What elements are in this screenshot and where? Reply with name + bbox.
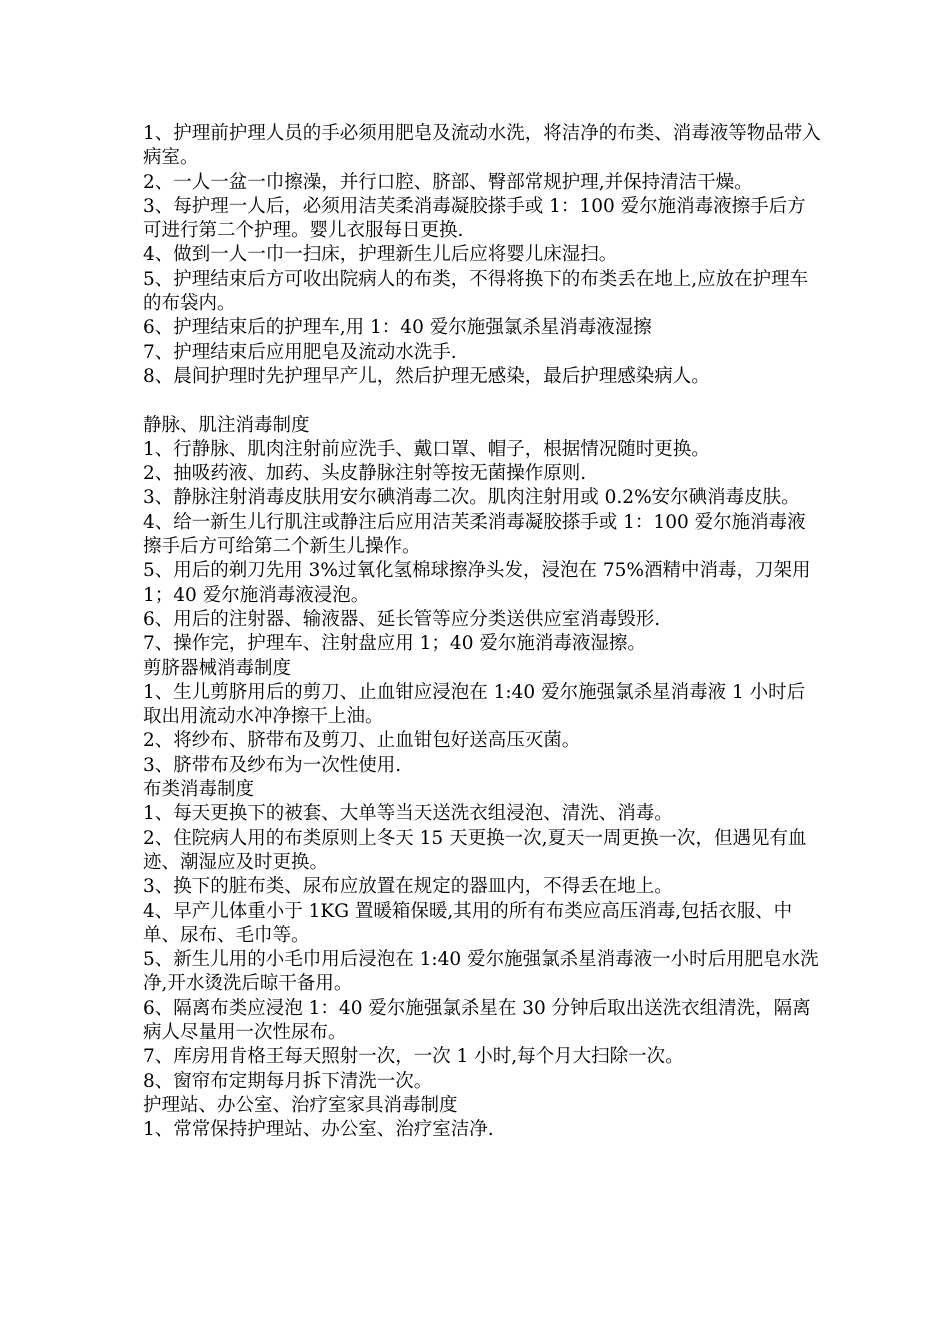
list-item: 4、给一新生儿行肌注或静注后应用洁芙柔消毒凝胶搽手或 1：100 爱尔施消毒液擦手后方可给第二个新生儿操作。 bbox=[143, 511, 806, 558]
list-item: 6、护理结束后的护理车,用 1：40 爱尔施强氯杀星消毒液湿擦 bbox=[143, 317, 652, 339]
list-item: 1、行静脉、肌肉注射前应洗手、戴口罩、帽子，根据情况随时更换。 bbox=[143, 438, 710, 460]
list-item: 2、将纱布、脐带布及剪刀、止血钳包好送高压灭菌。 bbox=[143, 730, 581, 752]
section-heading: 静脉、肌注消毒制度 bbox=[143, 414, 310, 436]
list-item: 2、一人一盆一巾擦澡，并行口腔、脐部、臀部常规护理,并保持清洁干燥。 bbox=[143, 171, 753, 193]
list-item: 4、做到一人一巾一扫床，护理新生儿后应将婴儿床湿扫。 bbox=[143, 244, 618, 266]
list-item: 8、窗帘布定期每月拆下清洗一次。 bbox=[143, 1070, 433, 1092]
list-item: 7、护理结束后应用肥皂及流动水洗手. bbox=[143, 341, 457, 363]
list-item: 3、脐带布及纱布为一次性使用. bbox=[143, 754, 402, 776]
blank-line bbox=[143, 389, 823, 413]
list-item: 8、晨间护理时先护理早产儿，然后护理无感染，最后护理感染病人。 bbox=[143, 365, 710, 387]
list-item: 7、操作完，护理车、注射盘应用 1；40 爱尔施消毒液湿擦。 bbox=[143, 633, 646, 655]
list-item: 3、换下的脏布类、尿布应放置在规定的器皿内，不得丢在地上。 bbox=[143, 876, 673, 898]
list-item: 6、用后的注射器、输液器、延长管等应分类送供应室消毒毁形. bbox=[143, 608, 661, 630]
list-item: 7、库房用肯格王每天照射一次，一次 1 小时,每个月大扫除一次。 bbox=[143, 1046, 684, 1068]
list-item: 3、静脉注射消毒皮肤用安尔碘消毒二次。肌肉注射用或 0.2%安尔碘消毒皮肤。 bbox=[143, 487, 800, 509]
list-item: 3、每护理一人后，必须用洁芙柔消毒凝胶搽手或 1：100 爱尔施消毒液擦手后方可进行第二个护理。婴儿衣服每日更换. bbox=[143, 195, 806, 242]
section-heading: 护理站、办公室、治疗室家具消毒制度 bbox=[143, 1094, 458, 1116]
list-item: 1、生儿剪脐用后的剪刀、止血钳应浸泡在 1:40 爱尔施强氯杀星消毒液 1 小时后取出用流动水冲净擦干上油。 bbox=[143, 681, 806, 728]
list-item: 5、护理结束后方可收出院病人的布类，不得将换下的布类丢在地上,应放在护理车的布袋内。 bbox=[143, 268, 809, 315]
list-item: 2、住院病人用的布类原则上冬天 15 天更换一次,夏天一周更换一次，但遇见有血迹、潮湿应及时更换。 bbox=[143, 827, 807, 873]
list-item: 1、护理前护理人员的手必须用肥皂及流动水洗，将洁净的布类、消毒液等物品带入病室。 bbox=[143, 123, 821, 169]
list-item: 1、常常保持护理站、办公室、治疗室洁净. bbox=[143, 1119, 494, 1141]
section-heading: 布类消毒制度 bbox=[143, 779, 255, 801]
list-item: 6、隔离布类应浸泡 1：40 爱尔施强氯杀星在 30 分钟后取出送洗衣组清洗，隔离病人尽量用一次性尿布。 bbox=[143, 997, 811, 1043]
list-item: 2、抽吸药液、加药、头皮静脉注射等按无菌操作原则. bbox=[143, 463, 587, 485]
list-item: 4、早产儿体重小于 1KG 置暖箱保暖,其用的所有布类应高压消毒,包括衣服、中单、尿布、毛巾等。 bbox=[143, 900, 793, 946]
document-body bbox=[143, 122, 823, 1142]
section-heading: 剪脐器械消毒制度 bbox=[143, 657, 292, 679]
list-item: 5、用后的剃刀先用 3%过氧化氢棉球擦净头发，浸泡在 75%酒精中消毒，刀架用 1；40 爱尔施消毒液浸泡。 bbox=[143, 560, 817, 606]
list-item: 1、每天更换下的被套、大单等当天送洗衣组浸泡、清洗、消毒。 bbox=[143, 803, 673, 825]
list-item: 5、新生儿用的小毛巾用后浸泡在 1:40 爱尔施强氯杀星消毒液一小时后用肥皂水洗净,开水烫洗后晾干备用。 bbox=[143, 949, 819, 995]
